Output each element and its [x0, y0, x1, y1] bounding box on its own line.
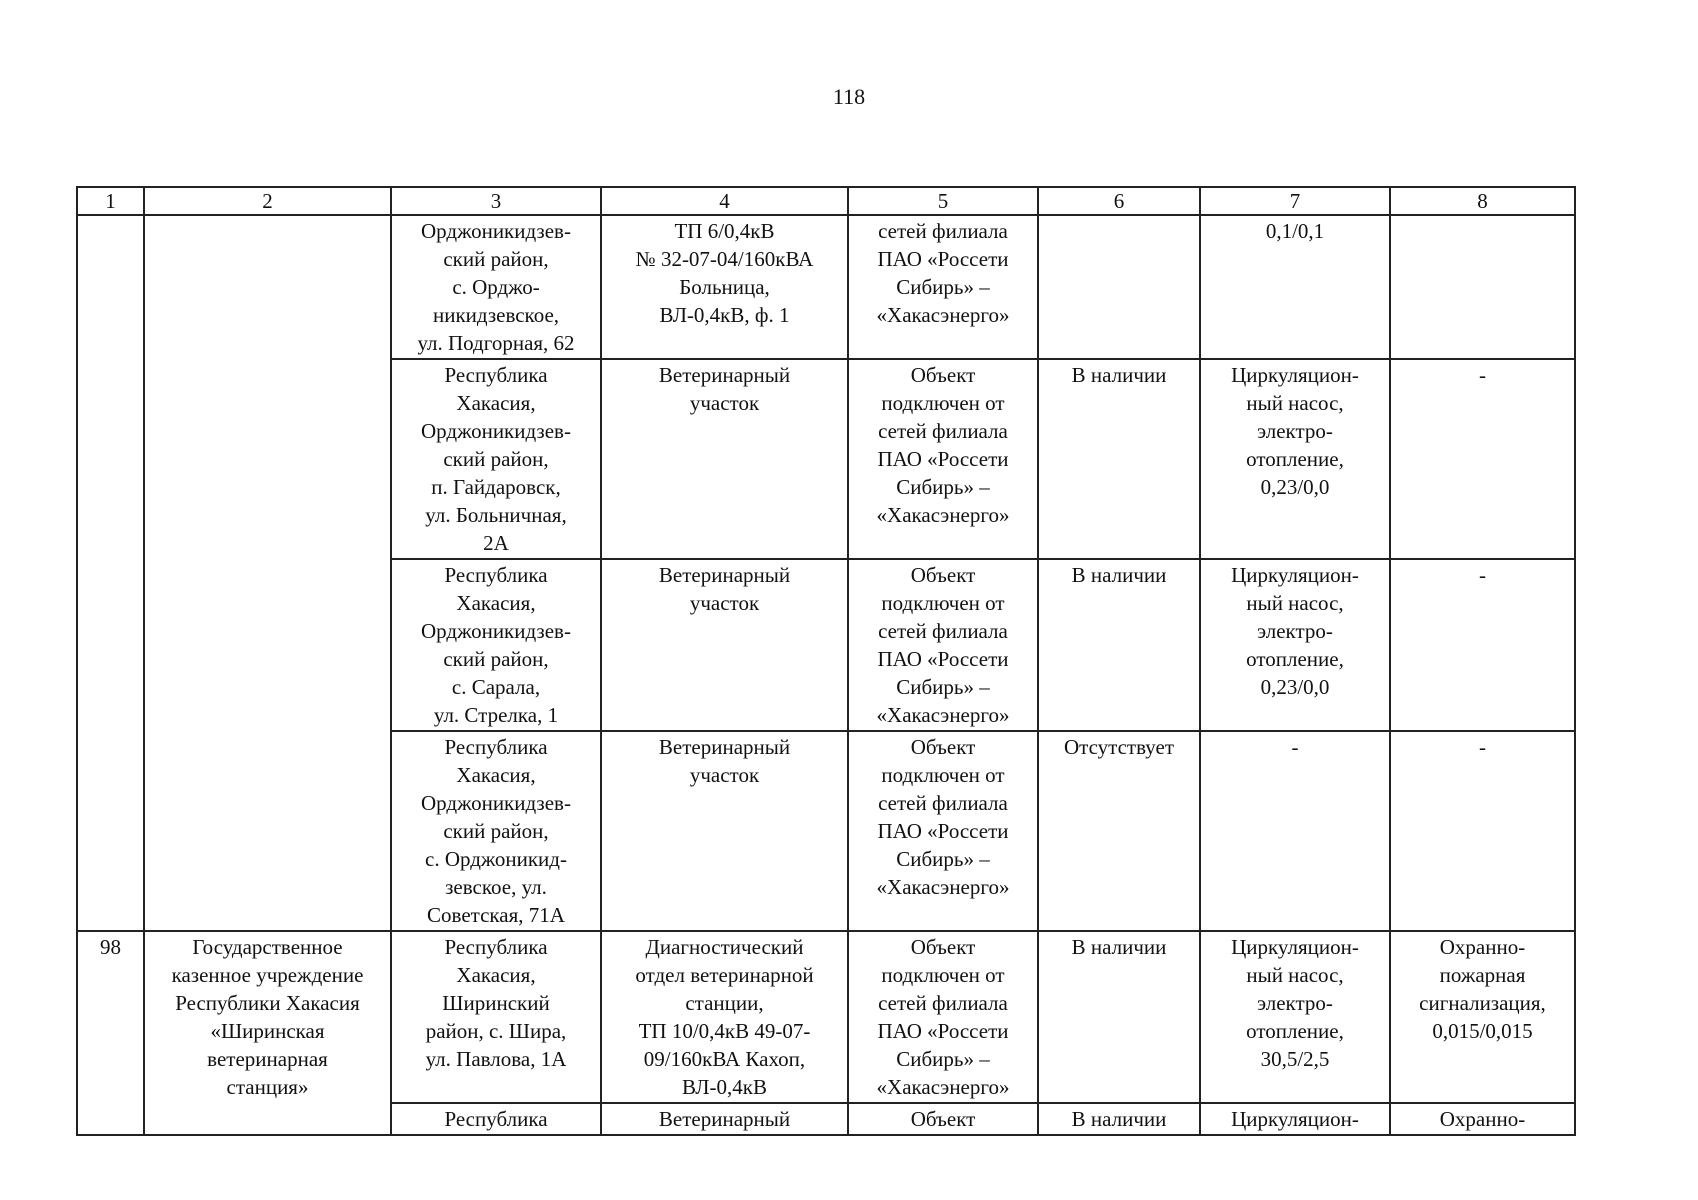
table-row — [77, 931, 1575, 1103]
object-cell: Ветеринарный участок — [601, 559, 848, 731]
security-cell: Охранно- пожарная сигнализация, 0,015/0,015 — [1390, 931, 1575, 1103]
security-cell: - — [1390, 559, 1575, 731]
connection-cell: сетей филиала ПАО «Россети Сибирь» – «Хакасэнерго» — [848, 215, 1038, 359]
availability-cell: В наличии — [1038, 1103, 1200, 1135]
table-row — [77, 215, 1575, 359]
column-header-4: 4 — [601, 187, 848, 215]
availability-cell — [1038, 215, 1200, 359]
connection-cell: Объект подключен от сетей филиала ПАО «Россети Сибирь» – «Хакасэнерго» — [848, 931, 1038, 1103]
address-cell: Орджоникидзев- ский район, с. Орджо- никидзевское, ул. Подгорная, 62 — [391, 215, 601, 359]
security-cell: Охранно- — [1390, 1103, 1575, 1135]
organization-cell: Государственное казенное учреждение Республики Хакасия «Ширинская ветеринарная станция» — [144, 931, 391, 1135]
object-cell: Диагностический отдел ветеринарной станции, ТП 10/0,4кВ 49-07- 09/160кВА Кахоп, ВЛ-0,4кВ — [601, 931, 848, 1103]
organization-cell — [144, 215, 391, 931]
column-header-3: 3 — [391, 187, 601, 215]
address-cell: Республика Хакасия, Орджоникидзев- ский район, п. Гайдаровск, ул. Больничная, 2А — [391, 359, 601, 559]
table-header-row — [77, 187, 1575, 215]
connection-cell: Объект подключен от сетей филиала ПАО «Россети Сибирь» – «Хакасэнерго» — [848, 731, 1038, 931]
availability-cell: В наличии — [1038, 559, 1200, 731]
object-cell: Ветеринарный — [601, 1103, 848, 1135]
document-table — [76, 186, 1576, 1136]
object-cell: ТП 6/0,4кВ № 32-07-04/160кВА Больница, ВЛ-0,4кВ, ф. 1 — [601, 215, 848, 359]
connection-cell: Объект подключен от сетей филиала ПАО «Россети Сибирь» – «Хакасэнерго» — [848, 559, 1038, 731]
column-header-5: 5 — [848, 187, 1038, 215]
address-cell: Республика Хакасия, Ширинский район, с. Шира, ул. Павлова, 1А — [391, 931, 601, 1103]
column-header-7: 7 — [1200, 187, 1390, 215]
availability-cell: Отсутствует — [1038, 731, 1200, 931]
equipment-cell: - — [1200, 731, 1390, 931]
availability-cell: В наличии — [1038, 931, 1200, 1103]
entry-number-cell: 98 — [77, 931, 144, 1135]
equipment-cell: Циркуляцион- ный насос, электро- отопление, 0,23/0,0 — [1200, 359, 1390, 559]
page-number: 118 — [832, 84, 866, 109]
address-cell: Республика Хакасия, Орджоникидзев- ский район, с. Орджоникид- зевское, ул. Советская, 71А — [391, 731, 601, 931]
connection-cell: Объект подключен от сетей филиала ПАО «Россети Сибирь» – «Хакасэнерго» — [848, 359, 1038, 559]
address-cell: Республика Хакасия, Орджоникидзев- ский район, с. Сарала, ул. Стрелка, 1 — [391, 559, 601, 731]
security-cell: - — [1390, 731, 1575, 931]
connection-cell: Объект — [848, 1103, 1038, 1135]
equipment-cell: Циркуляцион- ный насос, электро- отопление, 30,5/2,5 — [1200, 931, 1390, 1103]
object-cell: Ветеринарный участок — [601, 731, 848, 931]
column-header-6: 6 — [1038, 187, 1200, 215]
security-cell — [1390, 215, 1575, 359]
security-cell: - — [1390, 359, 1575, 559]
address-cell: Республика — [391, 1103, 601, 1135]
column-header-1: 1 — [77, 187, 144, 215]
object-cell: Ветеринарный участок — [601, 359, 848, 559]
column-header-8: 8 — [1390, 187, 1575, 215]
column-header-2: 2 — [144, 187, 391, 215]
equipment-cell: Циркуляцион- ный насос, электро- отопление, 0,23/0,0 — [1200, 559, 1390, 731]
equipment-cell: 0,1/0,1 — [1200, 215, 1390, 359]
entry-number-cell — [77, 215, 144, 931]
availability-cell: В наличии — [1038, 359, 1200, 559]
equipment-cell: Циркуляцион- — [1200, 1103, 1390, 1135]
